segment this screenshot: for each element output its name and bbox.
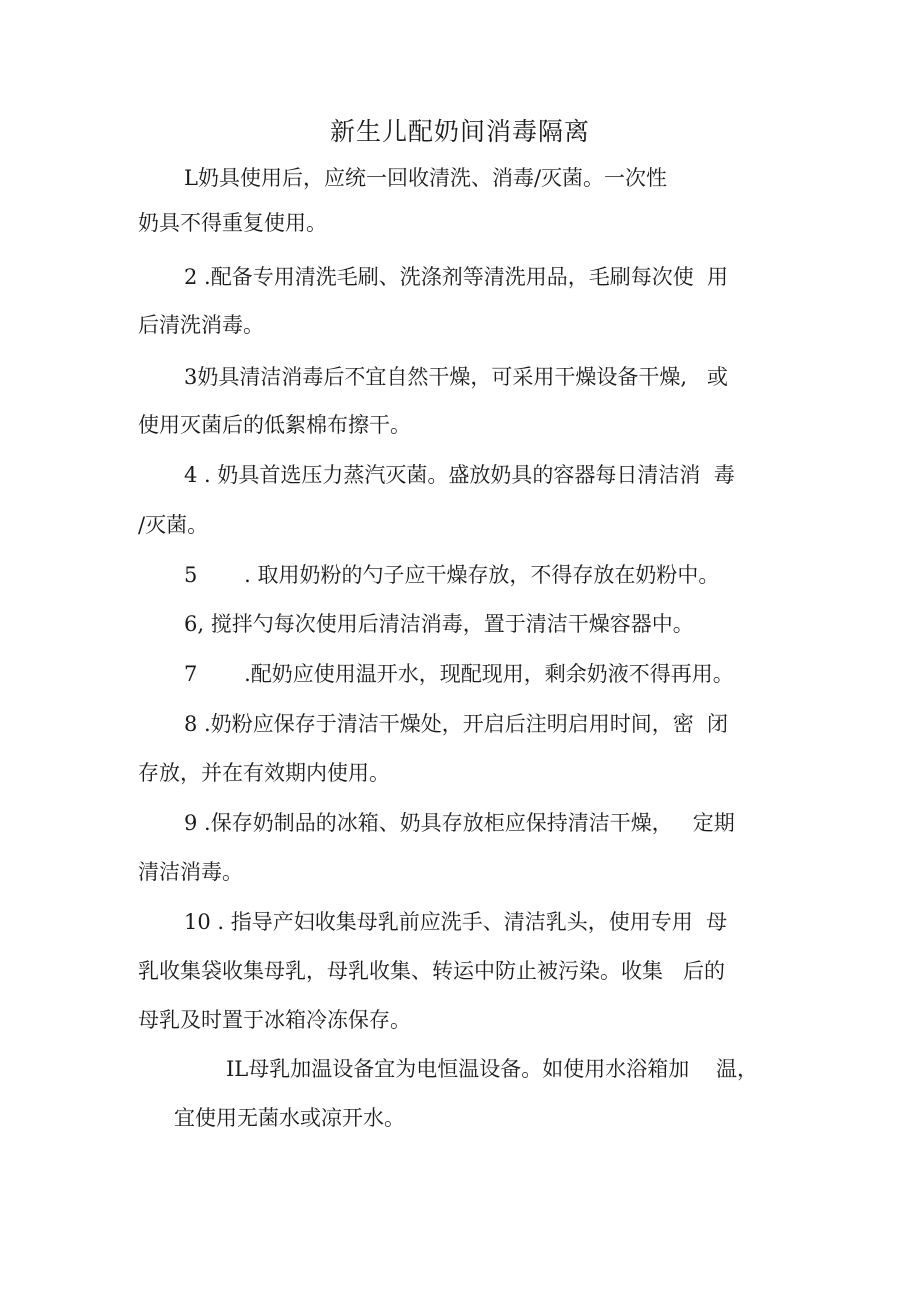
document-title: 新生儿配奶间消毒隔离 [329,117,590,146]
paragraph-11-line-1: IL母乳加温设备宜为电恒温设备。如使用水浴箱加 温， [226,1057,758,1081]
paragraph-1-line-2: 奶具不得重复使用。 [138,211,327,235]
paragraph-9-line-1: 9 .保存奶制品的冰箱、奶具存放柜应保持清洁干燥， 定期 [184,811,735,835]
paragraph-3-line-1: 3奶具清洁消毒后不宜自然干燥，可采用干燥设备干燥, 或 [184,365,729,389]
paragraph-8-line-2: 存放，并在有效期内使用。 [138,761,390,785]
paragraph-3-line-2: 使用灭菌后的低絮棉布擦干。 [138,413,411,437]
paragraph-6-line-1: 6, 搅拌勺每次使用后清洁消毒，置于清洁干燥容器中。 [184,612,694,636]
paragraph-7-line-1: 7 .配奶应使用温开水，现配现用，剩余奶液不得再用。 [184,662,734,686]
paragraph-4-line-2: /灭菌。 [138,513,209,537]
paragraph-4-line-1: 4 . 奶具首选压力蒸汽灭菌。盛放奶具的容器每日清洁消 毒 [184,463,735,487]
paragraph-2-line-1: 2 .配备专用清洗毛刷、洗涤剂等清洗用品，毛刷每次使 用 [184,265,729,289]
paragraph-9-line-2: 清洁消毒。 [138,860,243,884]
paragraph-5-line-1: 5 . 取用奶粉的勺子应干燥存放，不得存放在奶粉中。 [184,563,720,587]
paragraph-10-line-2: 乳收集袋收集母乳，母乳收集、转运中防止被污染。收集 后的 [138,959,726,983]
paragraph-1-line-1: L奶具使用后，应统一回收清洗、消毒/灭菌。一次性 [184,166,668,190]
paragraph-10-line-3: 母乳及时置于冰箱冷冻保存。 [138,1008,411,1032]
paragraph-8-line-1: 8 .奶粉应保存于清洁干燥处，开启后注明启用时间，密 闭 [184,712,729,736]
paragraph-11-line-2: 宜使用无菌水或凉开水。 [174,1106,405,1130]
paragraph-10-line-1: 10 . 指导产妇收集母乳前应洗手、清洁乳头，使用专用 母 [184,910,728,934]
paragraph-2-line-2: 后清洗消毒。 [138,313,264,337]
